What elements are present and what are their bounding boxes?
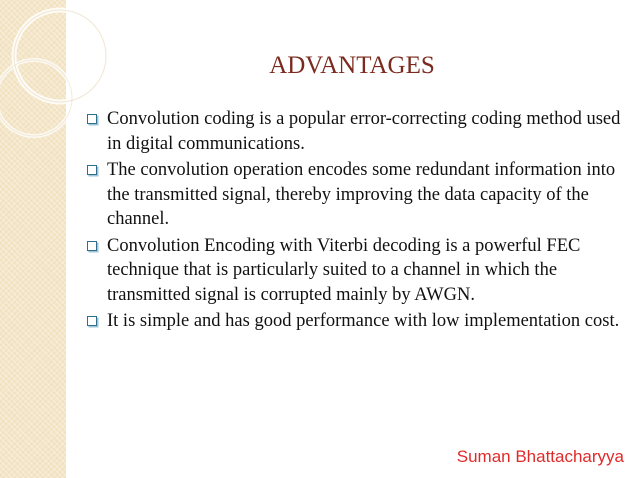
square-bullet-icon xyxy=(87,165,97,175)
list-item xyxy=(86,309,626,334)
slide-title: ADVANTAGES xyxy=(269,52,435,79)
bullet-text: Convolution coding is a popular error-correcting coding method used in digital communications. xyxy=(107,109,621,154)
square-bullet-icon xyxy=(87,114,97,124)
bullet-text: Convolution Encoding with Viterbi decoding is a powerful FEC technique that is particularly suited to a channel in which the transmitted signal is corrupted mainly by AWGN. xyxy=(107,235,581,305)
list-item xyxy=(86,158,626,232)
bullet-list xyxy=(86,107,626,336)
square-bullet-icon xyxy=(87,316,97,326)
bullet-text: It is simple and has good performance with low implementation cost. xyxy=(107,311,620,331)
list-item xyxy=(86,107,626,156)
list-item xyxy=(86,234,626,308)
square-bullet-icon xyxy=(87,241,97,251)
bullet-text: The convolution operation encodes some redundant information into the transmitted signal, thereby improving the data capacity of the channel. xyxy=(107,160,616,229)
author-footer: Suman Bhattacharyya xyxy=(456,447,624,466)
